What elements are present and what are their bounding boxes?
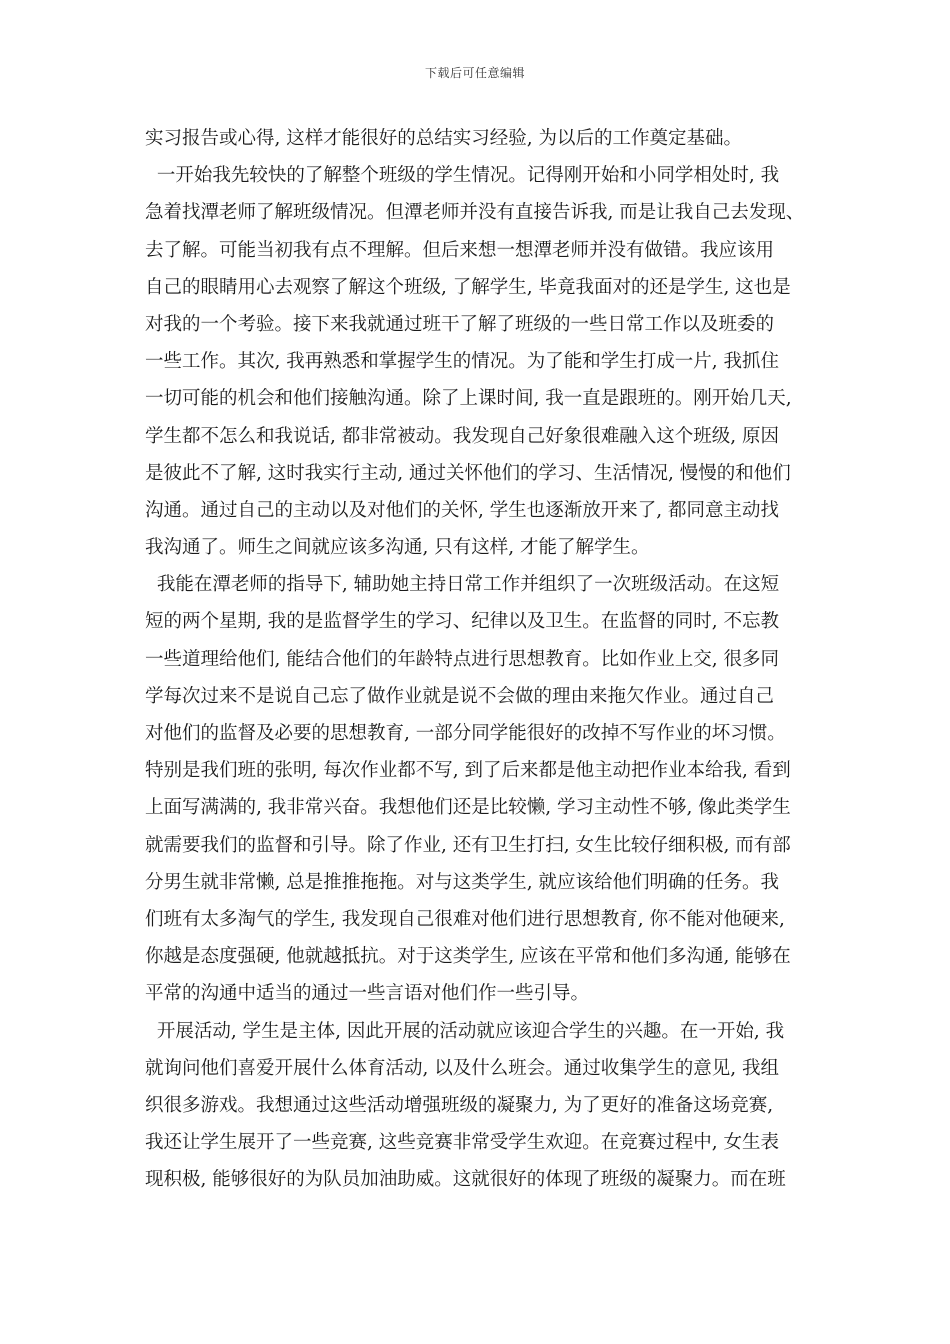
text-line: 短的两个星期, 我的是监督学生的学习、纪律以及卫生。在监督的同时, 不忘教 [145, 611, 780, 633]
text-line: 一些工作。其次, 我再熟悉和掌握学生的情况。为了能和学生打成一片, 我抓住 [145, 351, 780, 373]
text-line: 是彼此不了解, 这时我实行主动, 通过关怀他们的学习、生活情况, 慢慢的和他们 [145, 462, 791, 484]
text-line: 特别是我们班的张明, 每次作业都不写, 到了后来都是他主动把作业本给我, 看到 [145, 760, 791, 782]
text-line: 对他们的监督及必要的思想教育, 一部分同学能很好的改掉不写作业的坏习惯。 [145, 723, 786, 744]
text-line: 对我的一个考验。接下来我就通过班干了解了班级的一些日常工作以及班委的 [145, 313, 775, 335]
text-line: 学生都不怎么和我说话, 都非常被动。我发现自己好象很难融入这个班级, 原因 [145, 425, 780, 447]
text-line: 分男生就非常懒, 总是推推拖拖。对与这类学生, 就应该给他们明确的任务。我 [145, 871, 780, 893]
page-header: 下载后可任意编辑 [424, 66, 525, 80]
text-line: 学每次过来不是说自己忘了做作业就是说不会做的理由来拖欠作业。通过自己 [145, 685, 775, 707]
text-line: 开展活动, 学生是主体, 因此开展的活动就应该迎合学生的兴趣。在一开始, 我 [156, 1020, 785, 1042]
text-line: 去了解。可能当初我有点不理解。但后来想一想潭老师并没有做错。我应该用 [145, 239, 775, 261]
text-line: 们班有太多淘气的学生, 我发现自己很难对他们进行思想教育, 你不能对他硬来, [145, 908, 785, 930]
text-line: 我能在潭老师的指导下, 辅助她主持日常工作并组织了一次班级活动。在这短 [156, 574, 780, 596]
text-line: 就询问他们喜爱开展什么体育活动, 以及什么班会。通过收集学生的意见, 我组 [145, 1057, 780, 1079]
text-line: 平常的沟通中适当的通过一些言语对他们作一些引导。 [145, 983, 590, 1005]
text-line: 你越是态度强硬, 他就越抵抗。对于这类学生, 应该在平常和他们多沟通, 能够在 [145, 946, 791, 968]
text-line: 现积极, 能够很好的为队员加油助威。这就很好的体现了班级的凝聚力。而在班 [145, 1169, 786, 1191]
text-line: 我沟通了。师生之间就应该多沟通, 只有这样, 才能了解学生。 [145, 537, 650, 559]
text-line: 沟通。通过自己的主动以及对他们的关怀, 学生也逐渐放开来了, 都同意主动找 [145, 499, 780, 521]
text-line: 上面写满满的, 我非常兴奋。我想他们还是比较懒, 学习主动性不够, 像此类学生 [145, 797, 791, 819]
text-line: 一切可能的机会和他们接触沟通。除了上课时间, 我一直是跟班的。刚开始几天, [145, 388, 792, 410]
document-body [145, 120, 810, 1198]
text-line: 织很多游戏。我想通过这些活动增强班级的凝聚力, 为了更好的准备这场竞赛, [145, 1094, 774, 1116]
text-line: 我还让学生展开了一些竞赛, 这些竞赛非常受学生欢迎。在竞赛过程中, 女生表 [145, 1132, 780, 1154]
text-line: 自己的眼睛用心去观察了解这个班级, 了解学生, 毕竟我面对的还是学生, 这也是 [145, 276, 791, 298]
text-line: 急着找潭老师了解班级情况。但潭老师并没有直接告诉我, 而是让我自己去发现、 [145, 202, 805, 224]
text-line: 一开始我先较快的了解整个班级的学生情况。记得刚开始和小同学相处时, 我 [156, 165, 780, 187]
text-line: 一些道理给他们, 能结合他们的年龄特点进行思想教育。比如作业上交, 很多同 [145, 648, 780, 670]
text-line: 就需要我们的监督和引导。除了作业, 还有卫生打扫, 女生比较仔细积极, 而有部 [145, 834, 791, 856]
text-line: 实习报告或心得, 这样才能很好的总结实习经验, 为以后的工作奠定基础。 [145, 128, 743, 149]
